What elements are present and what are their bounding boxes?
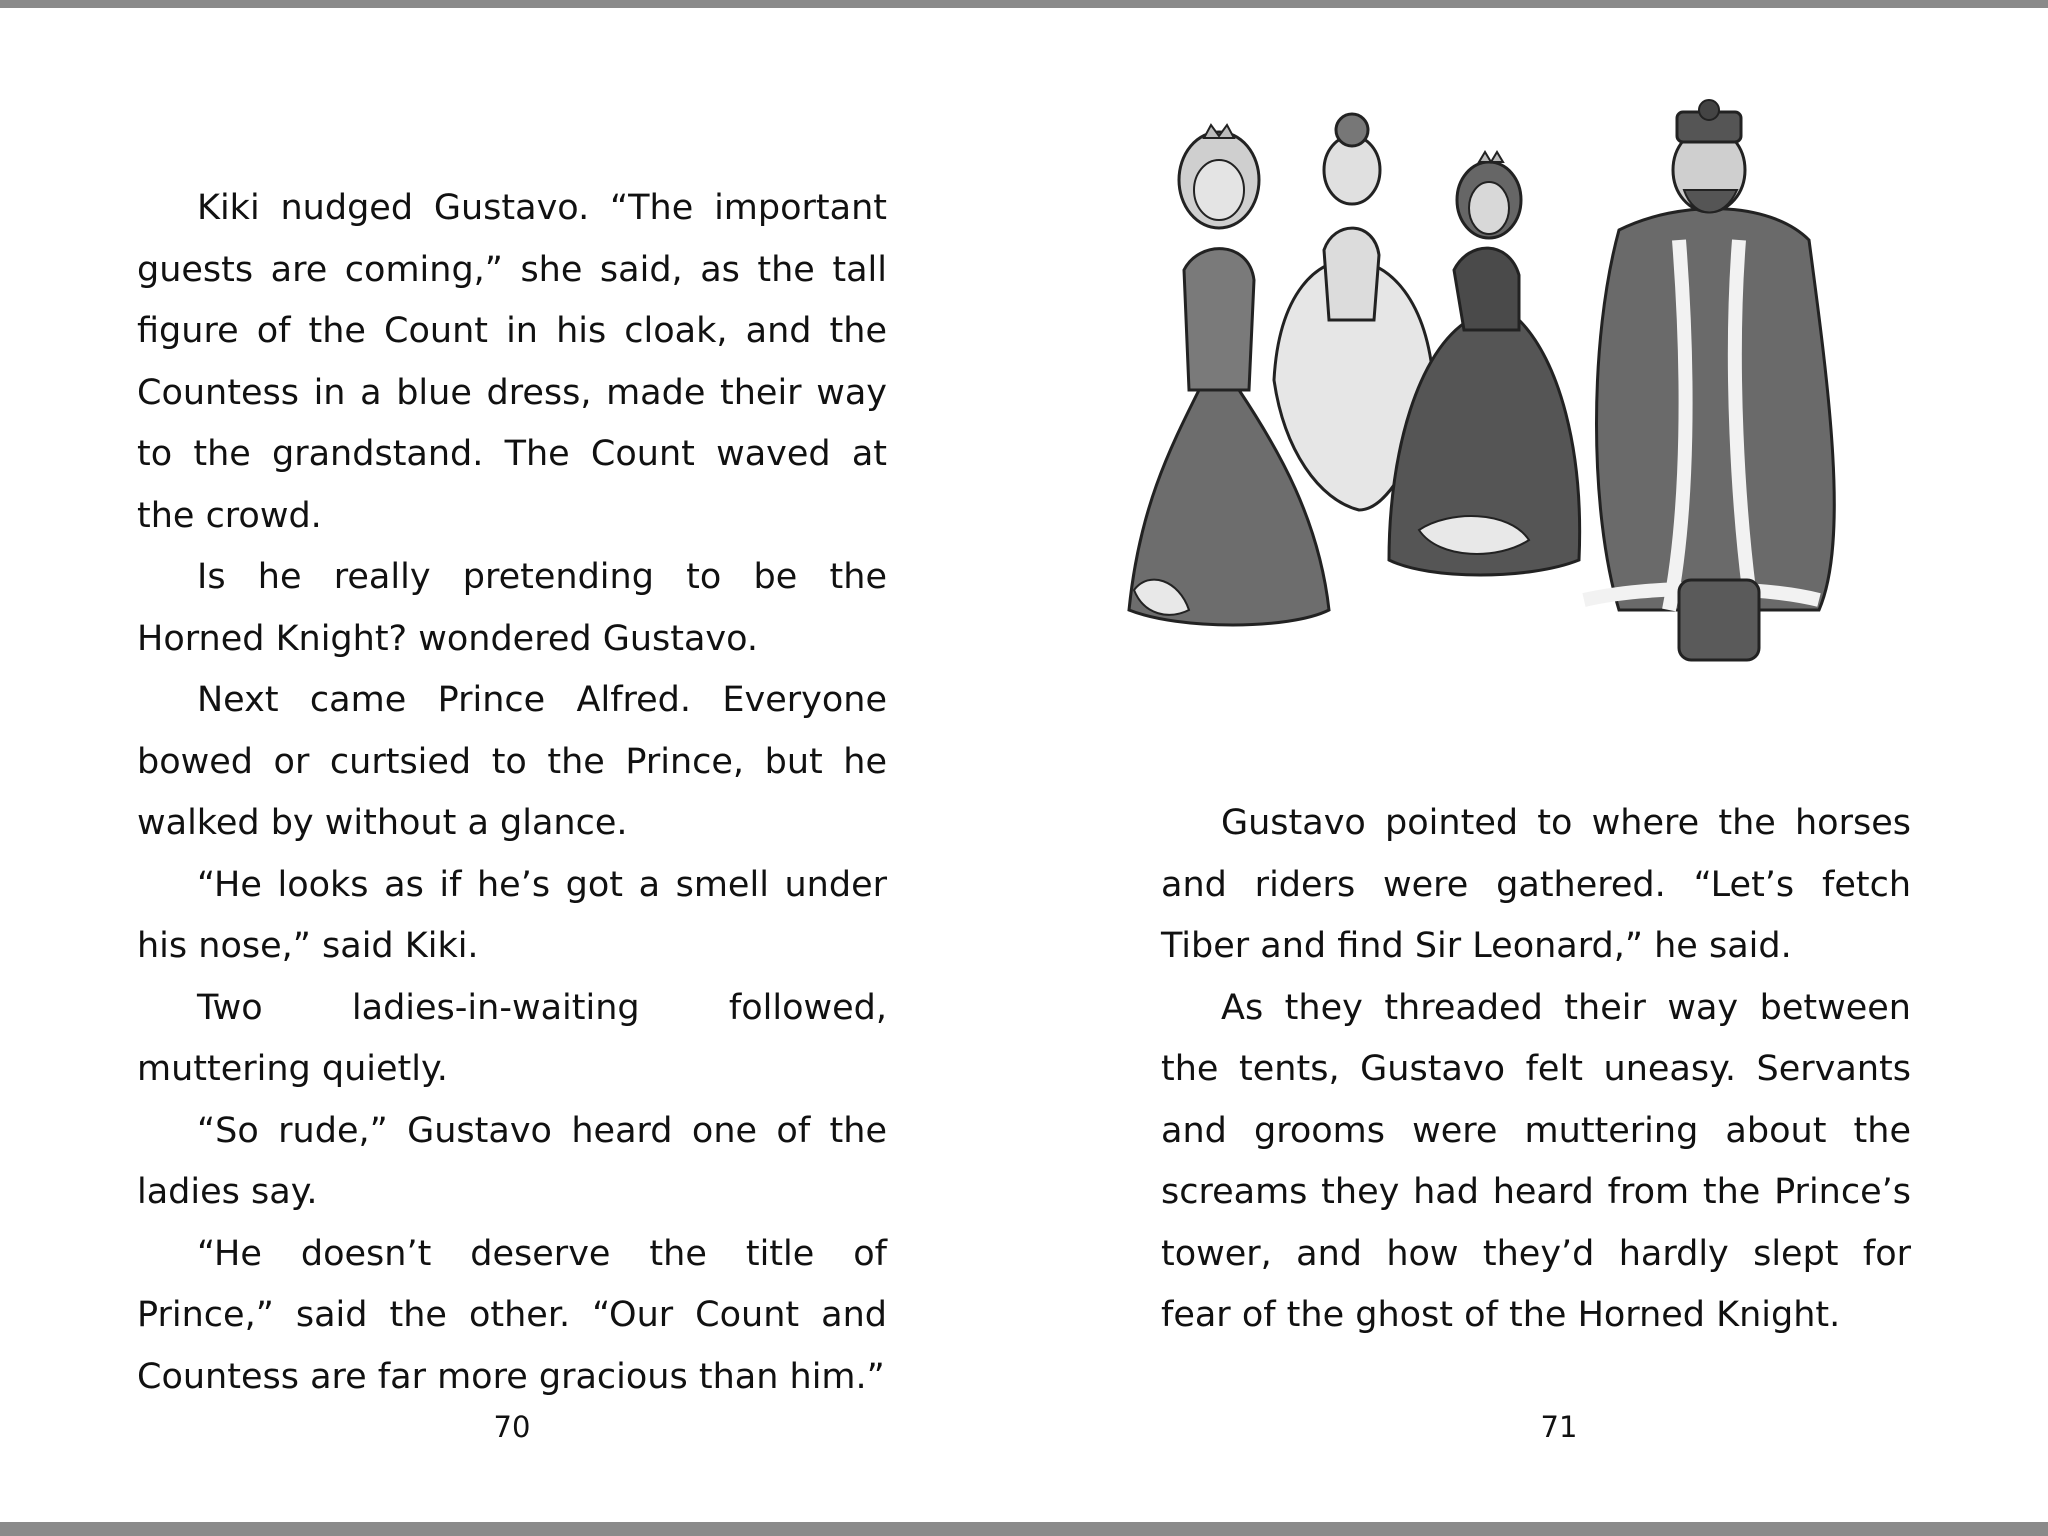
left-page-text bbox=[137, 178, 887, 1408]
page-number: 71 bbox=[1540, 1410, 1578, 1444]
paragraph: Next came Prince Alfred. Everyone bowed or curtsied to the Prince, but he walked by without a glance. bbox=[137, 680, 887, 843]
paragraph: Is he really pretending to be the Horned Knight? wondered Gustavo. bbox=[137, 557, 887, 659]
paragraph: “So rude,” Gustavo heard one of the ladies say. bbox=[137, 1110, 887, 1212]
three-ladies-and-count-illustration bbox=[1089, 90, 1949, 710]
paragraph: “He doesn’t deserve the title of Prince,” said the other. “Our Count and Countess are far more gracious than him.” bbox=[137, 1233, 887, 1397]
left-page bbox=[0, 0, 1024, 1520]
count-figure bbox=[1584, 100, 1834, 660]
paragraph: Kiki nudged Gustavo. “The important guests are coming,” she said, as the tall figure of the Count in his cloak, and the Countess in a blue dress, made their way to the grandstand. The Count waved at the crowd. bbox=[137, 188, 887, 536]
paragraph: As they threaded their way between the tents, Gustavo felt uneasy. Servants and grooms were muttering about the screams they had heard from the Prince’s tower, and how they’d hardly slept for fear of the ghost of the Horned Knight. bbox=[1161, 987, 1911, 1335]
paragraph: Gustavo pointed to where the horses and riders were gathered. “Let’s fetch Tiber and find Sir Leonard,” he said. bbox=[1161, 803, 1911, 966]
paragraph: “He looks as if he’s got a smell under his nose,” said Kiki. bbox=[137, 864, 887, 966]
right-page-text bbox=[1161, 793, 1911, 1347]
paragraph: Two ladies-in-waiting followed, muttering quietly. bbox=[137, 987, 887, 1089]
page-number: 70 bbox=[493, 1410, 531, 1444]
bottom-edge bbox=[0, 1522, 2048, 1536]
right-page bbox=[1024, 0, 2048, 1520]
